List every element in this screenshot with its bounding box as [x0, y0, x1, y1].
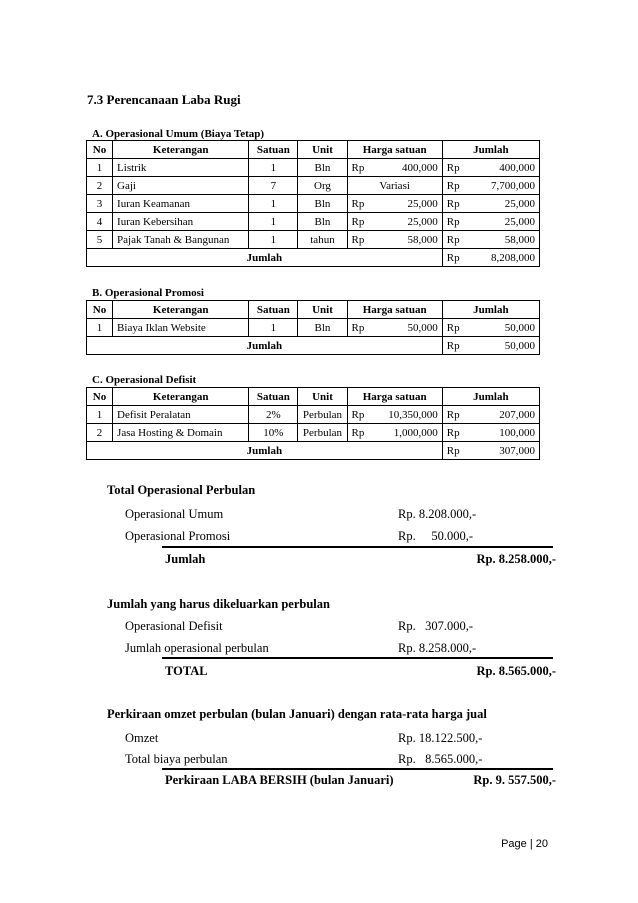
summary-item-value: Rp. 18.122.500,- — [398, 731, 483, 745]
col-header-harga: Harga satuan — [347, 141, 442, 159]
cell-no: 1 — [87, 159, 113, 177]
cell-no: 4 — [87, 213, 113, 231]
total-label: Jumlah — [87, 249, 443, 267]
table-row — [87, 195, 540, 213]
table-total-row — [87, 337, 540, 355]
currency: Rp — [351, 215, 365, 228]
col-header-unit: Unit — [298, 301, 347, 319]
cell-keterangan: Jasa Hosting & Domain — [113, 424, 249, 442]
table-row — [87, 159, 540, 177]
amount: 8,208,000 — [491, 251, 535, 264]
amount: 7,700,000 — [491, 179, 535, 192]
currency: Rp — [351, 197, 365, 210]
total-label: Jumlah — [87, 337, 443, 355]
cell-jumlah — [442, 319, 539, 337]
cell-unit: Bln — [298, 159, 347, 177]
cell-jumlah — [442, 177, 539, 195]
col-header-no: No — [87, 301, 113, 319]
currency: Rp — [351, 321, 365, 334]
table-row — [87, 231, 540, 249]
section-a-title: A. Operasional Umum (Biaya Tetap) — [92, 128, 265, 140]
cell-harga — [347, 319, 442, 337]
summary-item-label: Omzet — [125, 731, 159, 745]
amount: 207,000 — [499, 408, 535, 421]
cell-harga: Variasi — [347, 177, 442, 195]
summary-item-label: Operasional Umum — [125, 507, 224, 521]
summary-total-label: TOTAL — [165, 664, 208, 678]
cell-unit: tahun — [298, 231, 347, 249]
col-header-keterangan: Keterangan — [113, 141, 249, 159]
cell-satuan: 7 — [249, 177, 298, 195]
amount: 25,000 — [504, 197, 535, 210]
summary-omzet-title: Perkiraan omzet perbulan (bulan Januari) dengan rata-rata harga jual — [107, 707, 487, 721]
currency: Rp — [446, 251, 460, 264]
cell-satuan: 1 — [249, 231, 298, 249]
currency: Rp — [446, 408, 460, 421]
amount: 10,350,000 — [388, 408, 438, 421]
col-header-satuan: Satuan — [249, 141, 298, 159]
table-operasional-defisit — [86, 387, 540, 460]
cell-unit: Bln — [298, 213, 347, 231]
cell-keterangan: Iuran Kebersihan — [113, 213, 249, 231]
cell-jumlah — [442, 159, 539, 177]
cell-unit: Bln — [298, 319, 347, 337]
cell-satuan: 1 — [249, 213, 298, 231]
page-heading: 7.3 Perencanaan Laba Rugi — [87, 92, 241, 107]
amount: 400,000 — [401, 161, 438, 174]
summary-item-label: Operasional Promosi — [125, 529, 231, 543]
cell-satuan: 1 — [249, 195, 298, 213]
currency: Rp — [351, 161, 365, 174]
summary-divider — [162, 546, 553, 548]
table-row — [87, 213, 540, 231]
currency: Rp — [351, 408, 365, 421]
currency: Rp — [446, 215, 460, 228]
table-header-row — [87, 301, 540, 319]
cell-unit: Perbulan — [298, 406, 347, 424]
summary-item-label: Jumlah operasional perbulan — [125, 641, 269, 655]
cell-no: 2 — [87, 424, 113, 442]
currency: Rp — [446, 444, 460, 457]
summary-pengeluaran-title: Jumlah yang harus dikeluarkan perbulan — [107, 597, 330, 611]
section-b-title: B. Operasional Promosi — [92, 287, 204, 299]
amount: 50,000 — [504, 321, 535, 334]
col-header-satuan: Satuan — [249, 388, 298, 406]
table-operasional-promosi — [86, 300, 540, 355]
cell-keterangan: Listrik — [113, 159, 249, 177]
cell-no: 5 — [87, 231, 113, 249]
section-c-title: C. Operasional Defisit — [92, 374, 197, 386]
currency: Rp — [446, 321, 460, 334]
summary-item-label: Total biaya perbulan — [125, 752, 228, 766]
summary-item-value: Rp. 8.565.000,- — [398, 752, 483, 766]
summary-item-value: Rp. 307.000,- — [398, 619, 473, 633]
amount: 50,000 — [407, 321, 438, 334]
summary-item-label: Operasional Defisit — [125, 619, 223, 633]
amount: 25,000 — [407, 215, 438, 228]
table-row — [87, 319, 540, 337]
table-operasional-umum — [86, 140, 540, 267]
summary-divider — [162, 657, 553, 659]
cell-no: 1 — [87, 406, 113, 424]
col-header-jumlah: Jumlah — [442, 388, 539, 406]
cell-no: 1 — [87, 319, 113, 337]
col-header-keterangan: Keterangan — [113, 301, 249, 319]
table-total-row — [87, 249, 540, 267]
amount: 58,000 — [407, 233, 438, 246]
col-header-keterangan: Keterangan — [113, 388, 249, 406]
cell-jumlah — [442, 231, 539, 249]
col-header-jumlah: Jumlah — [442, 141, 539, 159]
amount: 100,000 — [499, 426, 535, 439]
col-header-unit: Unit — [298, 141, 347, 159]
cell-jumlah — [442, 213, 539, 231]
page-number: Page | 20 — [501, 838, 548, 850]
cell-satuan: 1 — [249, 319, 298, 337]
total-cell — [442, 249, 539, 267]
amount: 307,000 — [499, 444, 535, 457]
currency: Rp — [446, 179, 460, 192]
table-row — [87, 406, 540, 424]
cell-harga — [347, 231, 442, 249]
cell-harga — [347, 213, 442, 231]
currency: Rp — [351, 426, 365, 439]
table-row — [87, 424, 540, 442]
cell-keterangan: Defisit Peralatan — [113, 406, 249, 424]
cell-jumlah — [442, 406, 539, 424]
col-header-harga: Harga satuan — [347, 301, 442, 319]
cell-satuan: 10% — [249, 424, 298, 442]
currency: Rp — [446, 233, 460, 246]
table-header-row — [87, 141, 540, 159]
summary-item-value: Rp. 50.000,- — [398, 529, 473, 543]
currency: Rp — [351, 233, 365, 246]
amount: 50,000 — [504, 339, 535, 352]
cell-no: 3 — [87, 195, 113, 213]
table-header-row — [87, 388, 540, 406]
cell-keterangan: Biaya Iklan Website — [113, 319, 249, 337]
cell-keterangan: Iuran Keamanan — [113, 195, 249, 213]
total-cell — [442, 337, 539, 355]
cell-unit: Perbulan — [298, 424, 347, 442]
total-cell — [442, 442, 539, 460]
summary-total-value: Rp. 8.565.000,- — [476, 664, 556, 678]
summary-item-value: Rp. 8.208.000,- — [398, 507, 477, 521]
summary-divider — [162, 768, 553, 770]
summary-total-operasional-title: Total Operasional Perbulan — [107, 483, 256, 497]
cell-keterangan: Pajak Tanah & Bangunan — [113, 231, 249, 249]
amount: 400,000 — [499, 161, 535, 174]
cell-unit: Org — [298, 177, 347, 195]
summary-item-value: Rp. 8.258.000,- — [398, 641, 477, 655]
cell-harga — [347, 159, 442, 177]
cell-jumlah — [442, 424, 539, 442]
cell-jumlah — [442, 195, 539, 213]
cell-unit: Bln — [298, 195, 347, 213]
table-total-row — [87, 442, 540, 460]
amount: 1,000,000 — [393, 426, 438, 439]
table-row — [87, 177, 540, 195]
currency: Rp — [446, 197, 460, 210]
summary-total-label: Perkiraan LABA BERSIH (bulan Januari) — [165, 773, 394, 787]
col-header-no: No — [87, 141, 113, 159]
col-header-satuan: Satuan — [249, 301, 298, 319]
amount: 25,000 — [407, 197, 438, 210]
cell-harga — [347, 195, 442, 213]
amount: 25,000 — [504, 215, 535, 228]
total-label: Jumlah — [87, 442, 443, 460]
col-header-unit: Unit — [298, 388, 347, 406]
amount: 58,000 — [504, 233, 535, 246]
currency: Rp — [446, 339, 460, 352]
summary-total-label: Jumlah — [165, 552, 206, 566]
summary-total-value: Rp. 8.258.000,- — [476, 552, 556, 566]
cell-satuan: 2% — [249, 406, 298, 424]
cell-harga — [347, 406, 442, 424]
cell-harga — [347, 424, 442, 442]
currency: Rp — [446, 426, 460, 439]
summary-total-value: Rp. 9. 557.500,- — [473, 773, 556, 787]
col-header-harga: Harga satuan — [347, 388, 442, 406]
cell-no: 2 — [87, 177, 113, 195]
col-header-jumlah: Jumlah — [442, 301, 539, 319]
currency: Rp — [446, 161, 460, 174]
cell-satuan: 1 — [249, 159, 298, 177]
cell-keterangan: Gaji — [113, 177, 249, 195]
col-header-no: No — [87, 388, 113, 406]
